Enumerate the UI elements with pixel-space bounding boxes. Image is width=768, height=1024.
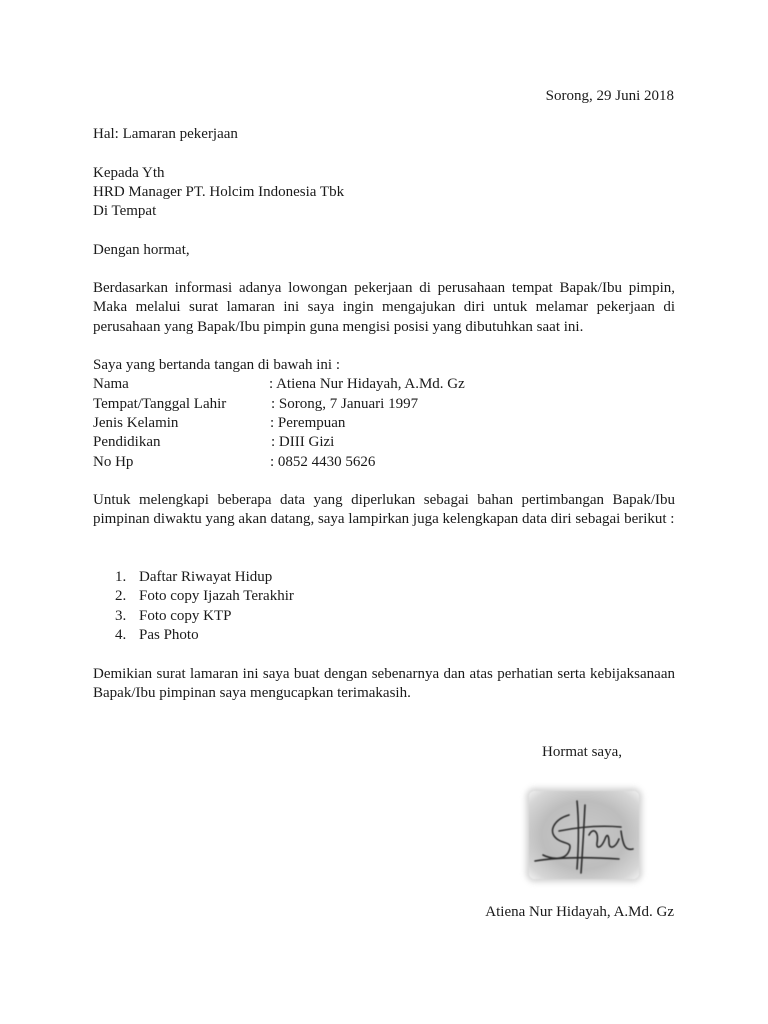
paragraph-intro: Berdasarkan informasi adanya lowongan pekerjaan di perusahaan tempat Bapak/Ibu pimpin, Maka melalui surat lamaran ini saya ingin mengajukan diri untuk melamar pekerjaan di perusahaan yang Bapak/Ibu pimpin guna mengisi posisi yang dibutuhkan saat ini. [93,280,675,335]
list-item-number: 2. [115,588,127,605]
field-label: Nama [93,376,129,392]
field-value: : 0852 4430 5626 [270,454,376,470]
field-label: Pendidikan [93,434,161,450]
greeting: Dengan hormat, [93,242,190,258]
recipient-line-2: HRD Manager PT. Holcim Indonesia Tbk [93,184,345,200]
field-value: : DIII Gizi [271,434,335,450]
signature-stroke-icon [529,791,639,879]
list-item-text: Daftar Riwayat Hidup [139,569,273,585]
fields-intro: Saya yang bertanda tangan di bawah ini : [93,357,341,373]
field-value: : Atiena Nur Hidayah, A.Md. Gz [269,376,465,392]
paragraph-closing: Demikian surat lamaran ini saya buat dengan sebenarnya dan atas perhatian serta kebijaksanaan Bapak/Ibu pimpinan saya mengucapkan terimakasih. [93,666,675,702]
field-label: Jenis Kelamin [93,415,179,431]
list-item-text: Foto copy KTP [139,607,232,624]
closing-salutation: Hormat saya, [542,744,622,760]
date-line: Sorong, 29 Juni 2018 [545,88,674,104]
field-label: Tempat/Tanggal Lahir [93,396,227,412]
signer-name: Atiena Nur Hidayah, A.Md. Gz [485,904,674,920]
field-value: : Perempuan [270,415,346,431]
paragraph-attachments: Untuk melengkapi beberapa data yang diperlukan sebagai bahan pertimbangan Bapak/Ibu pimpinan diwaktu yang akan datang, saya lampirkan juga kelengkapan data diri sebagai berikut : [93,492,675,528]
recipient-line-3: Di Tempat [93,203,157,219]
list-item-number: 3. [115,607,127,624]
list-item-text: Pas Photo [139,626,199,643]
list-item-number: 1. [115,569,127,585]
signature-image [529,791,639,879]
list-item-text: Foto copy Ijazah Terakhir [139,588,294,605]
subject-line: Hal: Lamaran pekerjaan [93,126,238,142]
recipient-line-1: Kepada Yth [93,165,165,181]
field-label: No Hp [93,454,134,470]
list-item-number: 4. [115,626,127,643]
field-value: : Sorong, 7 Januari 1997 [271,396,419,412]
